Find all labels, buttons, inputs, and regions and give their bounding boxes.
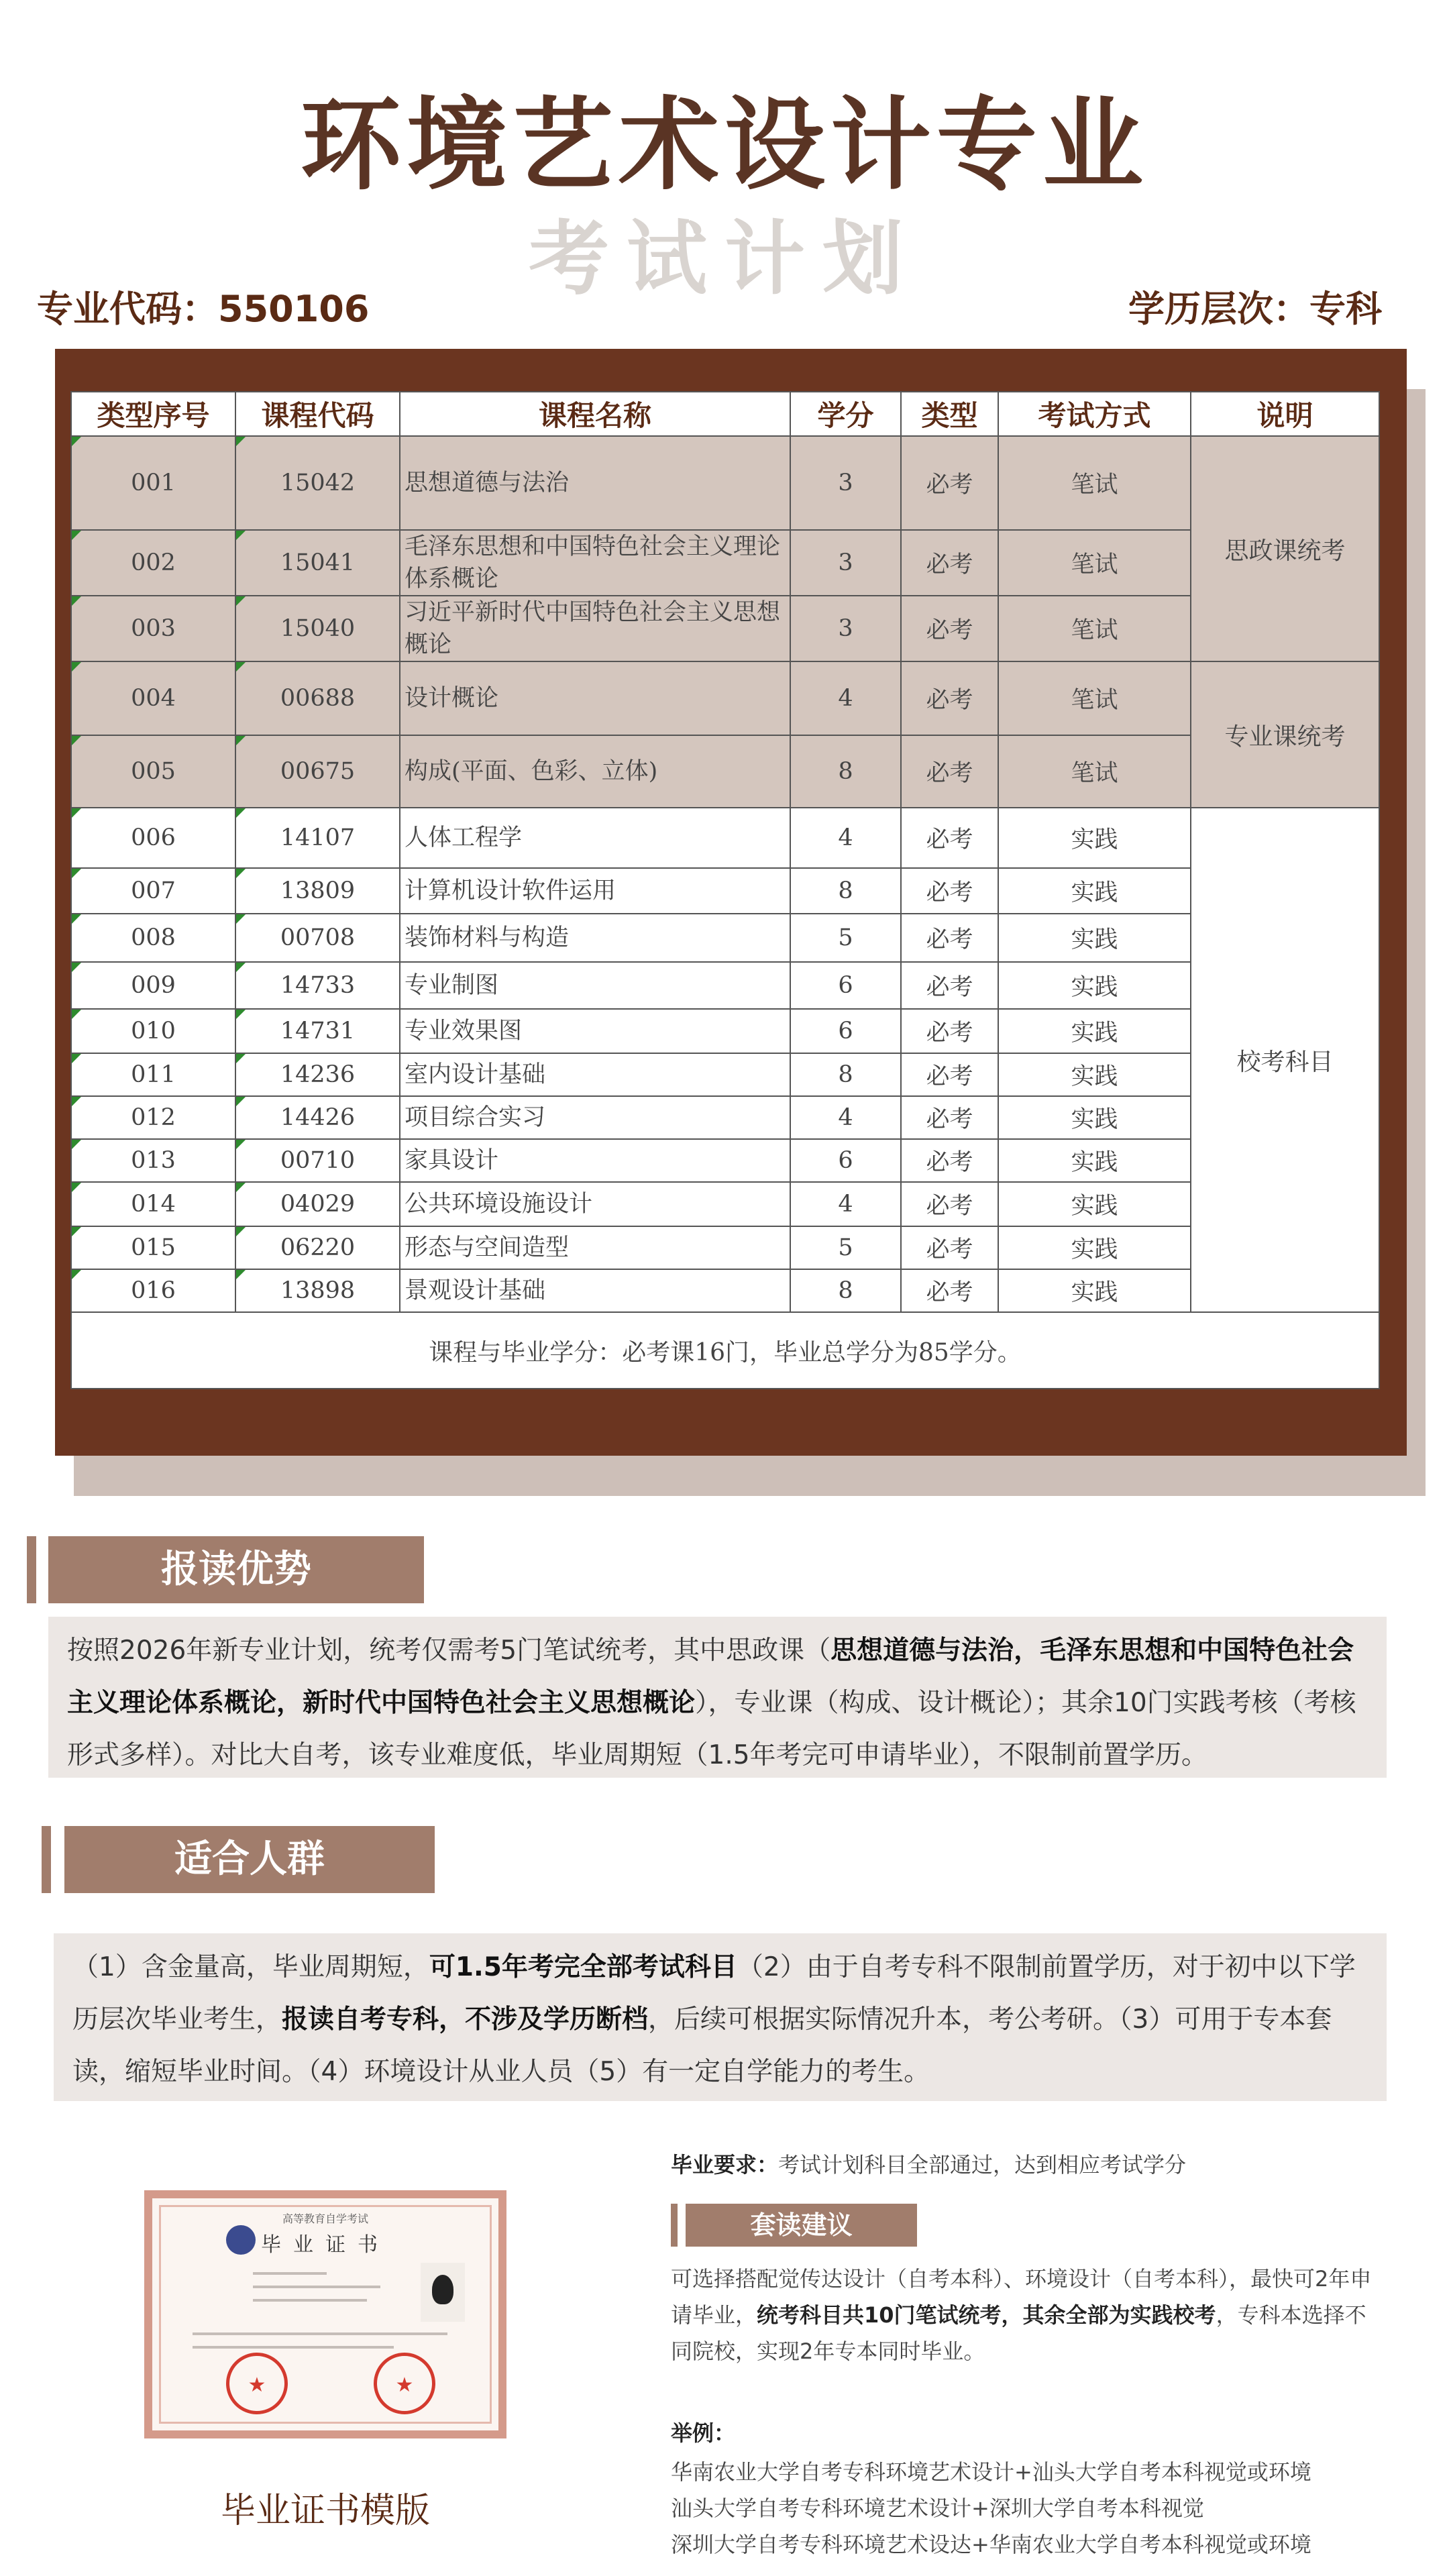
certificate-text-line (193, 2332, 447, 2335)
advantages-text-1: 按照2026年新专业计划，统考仅需考5门笔试统考，其中思政课（ (67, 1635, 831, 1666)
cell-credit: 4 (790, 661, 901, 735)
cell-credit: 5 (790, 1226, 901, 1269)
example-item: 深圳大学自考专科环境艺术设达+华南农业大学自考本科视觉或环境 (671, 2532, 1311, 2557)
cell-method: 实践 (998, 1139, 1191, 1182)
audience-text-3: ，后续可根据实际情况升本，考公考研。（3）可用于专本套读，缩短毕业时间。（4）环境设计从业人员（5）有一定自学能力的考生。 (72, 2004, 1332, 2087)
star-icon: ★ (248, 2373, 266, 2397)
cell-code: 14107 (235, 808, 400, 868)
examples-label (671, 2415, 1409, 2451)
cell-method: 笔试 (998, 735, 1191, 808)
cell-code: 00708 (235, 914, 400, 962)
cell-code: 13898 (235, 1269, 400, 1312)
cell-type: 必考 (901, 914, 998, 962)
table-row (71, 1182, 1379, 1226)
major-code: 专业代码：550106 (37, 288, 370, 330)
table-row (71, 661, 1379, 735)
certificate-header: 高等教育自学考试 (282, 2212, 368, 2225)
cell-name: 构成(平面、色彩、立体) (400, 735, 790, 808)
table-row (71, 868, 1379, 914)
cell-type: 必考 (901, 962, 998, 1009)
cell-credit: 6 (790, 1139, 901, 1182)
education-level: 学历层次：专科 (1128, 288, 1382, 330)
cell-code: 15042 (235, 436, 400, 530)
cell-no: 008 (71, 914, 235, 962)
audience-text (54, 1933, 1387, 2101)
cell-code: 00688 (235, 661, 400, 735)
cell-method: 笔试 (998, 661, 1191, 735)
examples-label-text: 举例： (671, 2420, 736, 2446)
cell-no: 003 (71, 596, 235, 661)
cell-no: 004 (71, 661, 235, 735)
cell-type: 必考 (901, 868, 998, 914)
cell-name: 习近平新时代中国特色社会主义思想概论 (400, 596, 790, 661)
cell-no: 014 (71, 1182, 235, 1226)
suggestion-text-1: 可选择搭配觉传达设计（自考本科）、环境设计（自考本科），最快可2年申请毕业， (671, 2266, 1372, 2328)
header-type-no: 类型序号 (71, 392, 235, 436)
audience-text-bold-2: 报读自考专科，不涉及学历断档 (282, 2004, 649, 2035)
cell-name: 专业制图 (400, 962, 790, 1009)
certificate-text-line (253, 2286, 380, 2288)
cell-credit: 8 (790, 1269, 901, 1312)
cell-type: 必考 (901, 530, 998, 596)
cell-credit: 6 (790, 1009, 901, 1053)
cell-code: 15041 (235, 530, 400, 596)
cell-no: 012 (71, 1096, 235, 1139)
cell-no: 007 (71, 868, 235, 914)
cell-no: 010 (71, 1009, 235, 1053)
cell-name: 装饰材料与构造 (400, 914, 790, 962)
cell-credit: 3 (790, 436, 901, 530)
cell-name: 家具设计 (400, 1139, 790, 1182)
cell-type: 必考 (901, 1226, 998, 1269)
cell-credit: 5 (790, 914, 901, 962)
certificate-text-line (193, 2346, 394, 2349)
portrait-icon (432, 2275, 453, 2304)
cell-method: 实践 (998, 1053, 1191, 1096)
suggestion-text (671, 2261, 1385, 2369)
note-politics: 思政课统考 (1191, 436, 1379, 661)
table-summary-row (71, 1312, 1379, 1389)
cell-credit: 3 (790, 596, 901, 661)
suggestion-heading: 套读建议 (686, 2204, 917, 2247)
note-school: 校考科目 (1191, 808, 1379, 1312)
cell-method: 实践 (998, 962, 1191, 1009)
table-row (71, 808, 1379, 868)
cell-no: 009 (71, 962, 235, 1009)
cell-no: 015 (71, 1226, 235, 1269)
cell-type: 必考 (901, 436, 998, 530)
cell-name: 室内设计基础 (400, 1053, 790, 1096)
cell-method: 实践 (998, 808, 1191, 868)
exam-plan-table (70, 391, 1380, 1389)
audience-accent-bar (42, 1826, 51, 1893)
cell-name: 公共环境设施设计 (400, 1182, 790, 1226)
graduation-text: 考试计划科目全部通过，达到相应考试学分 (778, 2152, 1187, 2178)
cell-code: 04029 (235, 1182, 400, 1226)
cell-name: 思想道德与法治 (400, 436, 790, 530)
advantages-heading: 报读优势 (48, 1536, 424, 1603)
cell-code: 13809 (235, 868, 400, 914)
credit-summary: 课程与毕业学分：必考课16门，毕业总学分为85学分。 (71, 1312, 1379, 1389)
certificate-title: 毕业证书 (261, 2233, 390, 2257)
cell-credit: 4 (790, 808, 901, 868)
cell-code: 14731 (235, 1009, 400, 1053)
suggestion-text-bold: 统考科目共10门笔试统考，其余全部为实践校考 (757, 2302, 1216, 2328)
cell-credit: 4 (790, 1182, 901, 1226)
advantages-text (48, 1617, 1387, 1778)
example-item: 华南农业大学自考专科环境艺术设计+汕头大学自考本科视觉或环境 (671, 2459, 1311, 2485)
cell-credit: 8 (790, 868, 901, 914)
cell-method: 实践 (998, 1182, 1191, 1226)
cell-code: 14426 (235, 1096, 400, 1139)
certificate-text-line (253, 2272, 327, 2275)
table-row (71, 436, 1379, 530)
cell-method: 笔试 (998, 436, 1191, 530)
cell-no: 001 (71, 436, 235, 530)
cell-credit: 6 (790, 962, 901, 1009)
cell-type: 必考 (901, 1053, 998, 1096)
cell-name: 项目综合实习 (400, 1096, 790, 1139)
header-course-name: 课程名称 (400, 392, 790, 436)
table-row (71, 735, 1379, 808)
cell-code: 14733 (235, 962, 400, 1009)
header-note: 说明 (1191, 392, 1379, 436)
cell-name: 形态与空间造型 (400, 1226, 790, 1269)
table-row (71, 1053, 1379, 1096)
table-row (71, 1226, 1379, 1269)
page-subtitle: 考试计划 (529, 213, 920, 306)
cell-no: 016 (71, 1269, 235, 1312)
graduation-requirement (671, 2147, 1409, 2183)
cell-code: 00675 (235, 735, 400, 808)
cell-type: 必考 (901, 1139, 998, 1182)
page-title: 环境艺术设计专业 (300, 87, 1148, 204)
audience-text-1: （1）含金量高，毕业周期短， (72, 1952, 429, 1982)
graduation-label: 毕业要求： (671, 2152, 779, 2178)
cell-type: 必考 (901, 661, 998, 735)
cell-name: 设计概论 (400, 661, 790, 735)
seal-icon (226, 2353, 288, 2414)
cell-method: 实践 (998, 1226, 1191, 1269)
audience-heading: 适合人群 (64, 1826, 435, 1893)
cell-no: 013 (71, 1139, 235, 1182)
cell-type: 必考 (901, 1269, 998, 1312)
table-row (71, 596, 1379, 661)
cell-name: 景观设计基础 (400, 1269, 790, 1312)
certificate-photo (421, 2263, 465, 2322)
cell-credit: 8 (790, 735, 901, 808)
cell-credit: 4 (790, 1096, 901, 1139)
header-exam-method: 考试方式 (998, 392, 1191, 436)
cell-method: 实践 (998, 868, 1191, 914)
cell-code: 00710 (235, 1139, 400, 1182)
audience-text-2: （2）由于自考专科不限制前置学历，对于初中以下学历层次毕业考生， (72, 1952, 1356, 2035)
header-type: 类型 (901, 392, 998, 436)
advantages-text-bold: 思想道德与法治，毛泽东思想和中国特色社会主义理论体系概论，新时代中国特色社会主义思想概论 (67, 1635, 1354, 1718)
cell-type: 必考 (901, 1096, 998, 1139)
table-row (71, 1269, 1379, 1312)
suggestion-text-2: ，专科本选择不同院校，实现2年专本同时毕业。 (671, 2302, 1366, 2364)
certificate-caption: 毕业证书模版 (220, 2491, 430, 2531)
cell-method: 笔试 (998, 596, 1191, 661)
seal-icon (374, 2353, 435, 2414)
cell-type: 必考 (901, 1182, 998, 1226)
header-course-code: 课程代码 (235, 392, 400, 436)
cell-type: 必考 (901, 1009, 998, 1053)
cell-code: 14236 (235, 1053, 400, 1096)
cell-method: 笔试 (998, 530, 1191, 596)
cell-name: 计算机设计软件运用 (400, 868, 790, 914)
cell-no: 002 (71, 530, 235, 596)
table-row (71, 914, 1379, 962)
star-icon: ★ (395, 2373, 414, 2397)
cell-no: 011 (71, 1053, 235, 1096)
cell-code: 06220 (235, 1226, 400, 1269)
table-row (71, 1096, 1379, 1139)
cell-method: 实践 (998, 1096, 1191, 1139)
cell-method: 实践 (998, 1009, 1191, 1053)
cell-name: 毛泽东思想和中国特色社会主义理论体系概论 (400, 530, 790, 596)
cell-code: 15040 (235, 596, 400, 661)
suggestion-accent-bar (671, 2204, 678, 2247)
table-row (71, 962, 1379, 1009)
header-credit: 学分 (790, 392, 901, 436)
cell-type: 必考 (901, 596, 998, 661)
note-professional: 专业课统考 (1191, 661, 1379, 808)
table-row (71, 1139, 1379, 1182)
table-row (71, 1009, 1379, 1053)
cell-method: 实践 (998, 1269, 1191, 1312)
certificate-text-line (253, 2299, 367, 2302)
cell-method: 实践 (998, 914, 1191, 962)
cell-type: 必考 (901, 808, 998, 868)
table-header-row (71, 392, 1379, 436)
advantages-accent-bar (27, 1536, 36, 1603)
advantages-text-2: ），专业课（构成、设计概论）；其余10门实践考核（考核形式多样）。对比大自考，该专业难度低，毕业周期短（1.5年考完可申请毕业），不限制前置学历。 (67, 1688, 1356, 1770)
audience-text-bold-1: 可1.5年考完全部考试科目 (429, 1952, 737, 1982)
cell-name: 人体工程学 (400, 808, 790, 868)
cell-credit: 3 (790, 530, 901, 596)
cell-credit: 8 (790, 1053, 901, 1096)
cell-no: 005 (71, 735, 235, 808)
certificate-image (144, 2190, 506, 2438)
cell-name: 专业效果图 (400, 1009, 790, 1053)
cell-type: 必考 (901, 735, 998, 808)
example-item: 汕头大学自考专科环境艺术设计+深圳大学自考本科视觉 (671, 2496, 1204, 2521)
cell-no: 006 (71, 808, 235, 868)
table-row (71, 530, 1379, 596)
